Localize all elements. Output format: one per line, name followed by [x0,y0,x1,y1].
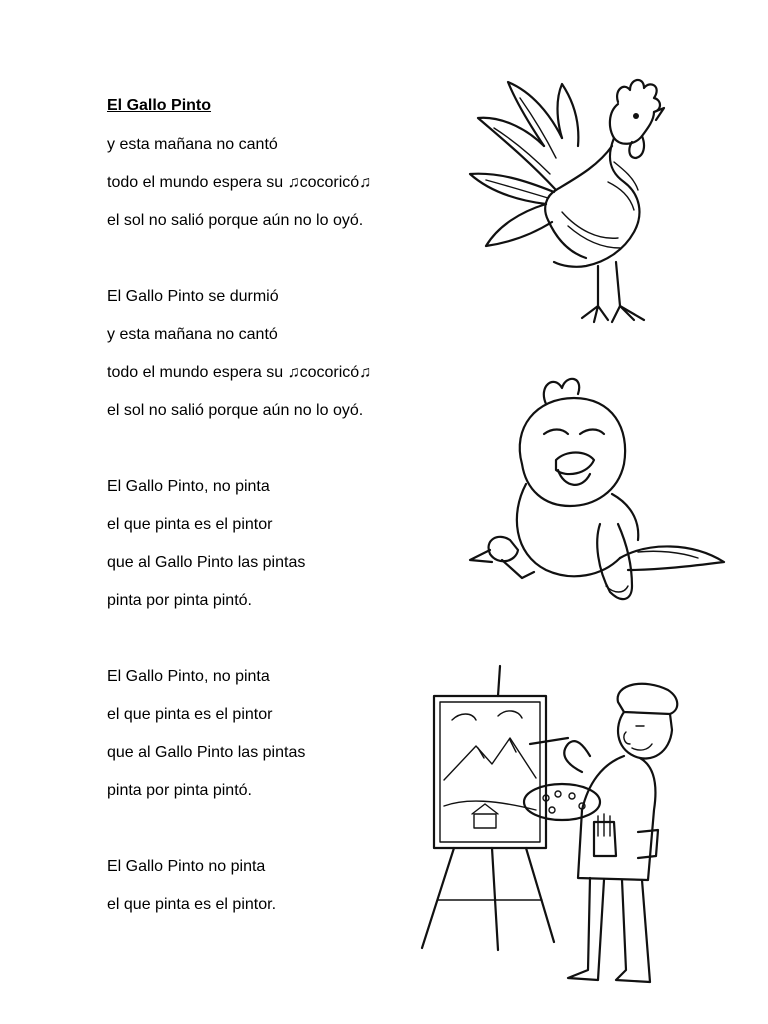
poem-line: El Gallo Pinto, no pinta [107,668,270,685]
painter-illustration [418,660,718,994]
poem-blank [107,439,447,459]
poem-line: que al Gallo Pinto las pintas [107,554,306,571]
poem-blank [107,819,447,839]
poem-line: pinta por pinta pintó. [107,782,252,799]
painter-icon [418,660,718,994]
poem-line: pinta por pinta pintó. [107,592,252,609]
poem-line: El Gallo Pinto no pinta [107,858,266,875]
poem-blank [107,249,447,269]
poem-title: El Gallo Pinto [107,97,212,114]
poem-line: El Gallo Pinto se durmió [107,288,279,305]
poem-line: y esta mañana no cantó [107,136,278,153]
poem-line: el sol no salió porque aún no lo oyó. [107,212,364,229]
poem-line: el sol no salió porque aún no lo oyó. [107,402,364,419]
rooster-icon [458,62,698,342]
poem-line: el que pinta es el pintor [107,706,273,723]
poem-line: El Gallo Pinto, no pinta [107,478,270,495]
poem-blank [107,629,447,649]
chick-icon [462,364,732,608]
chick-illustration [462,364,732,608]
poem-line: el que pinta es el pintor [107,516,273,533]
poem-line: y esta mañana no cantó [107,326,278,343]
poem-line: que al Gallo Pinto las pintas [107,744,306,761]
poem [107,96,447,915]
poem-line: el que pinta es el pintor. [107,896,277,913]
rooster-illustration [458,62,698,342]
poem-line: todo el mundo espera su ♫cocoricó♫ [107,174,372,191]
poem-line: todo el mundo espera su ♫cocoricó♫ [107,364,372,381]
